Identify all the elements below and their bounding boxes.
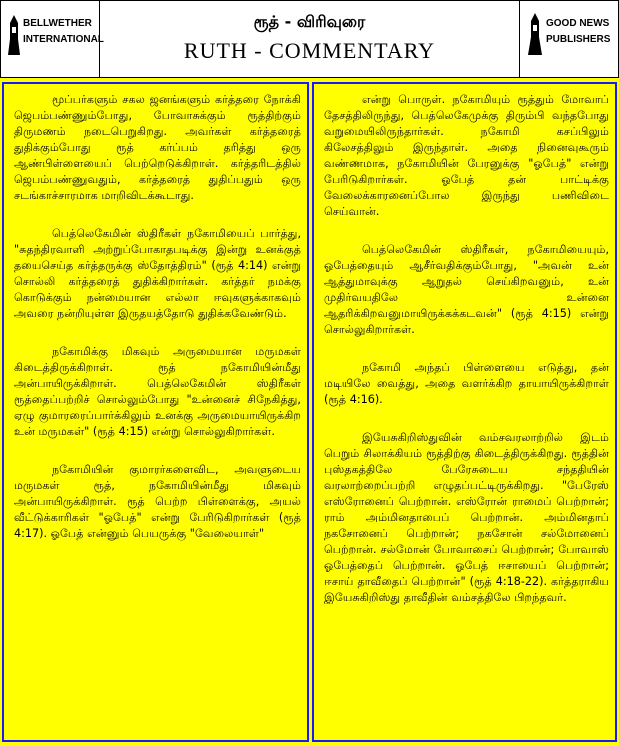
left-paragraph-1: மூப்பர்களும் சகல ஜனங்களும் கர்த்தரை நோக்கி ஜெபம்பண்ணும்போது, போவாசுக்கும் ரூத்திற்கும் திருமணம் நடைபெறுகிறது. அவர்கள் கர்த்தரைத் துதிக்கும்போது ரூத் கர்ப்பம் தரித்து ஒரு ஆண்பிள்ளையைப் பெற்றெடுக்கிறாள். கர்த்தரிடத்தில் ஜெபம்பண்ணுவதும், கர்த்தரைத் துதிப்பதும் ஒரு சடங்காச்சாரமாக மாறிவிடக்கூடாது. xyxy=(14,93,301,202)
left-paragraph-4: நகோமியின் குமாரர்களைவிட, அவளுடைய மருமகள் ரூத், நகோமியின்மீது மிகவும் அன்பாயிருக்கிறாள். ரூத் பெற்ற பிள்ளைக்கு, அயல் வீட்டுக்காரிகள் "ஓபேத்" என்று பேரிடுகிறார்கள் (ரூத் 4:17). ஓபேத் என்னும் பெயருக்கு "வேலையாள்" xyxy=(14,463,301,540)
left-column xyxy=(2,82,309,742)
logo-right-line2: PUBLISHERS xyxy=(546,34,611,45)
right-paragraph-4: இயேசுகிறிஸ்துவின் வம்சவரலாற்றில் இடம் பெறும் சிலாக்கியம் ரூத்திற்கு கிடைத்திருக்கிறது. ரூத்தின் புஸ்தகத்திலே பேரேசுடைய சந்ததியின் வரலாற்றைப்பற்றி எழுதப்பட்டிருக்கிறது. "பேரேஸ் எஸ்ரோனைப் பெற்றான். எஸ்ரோன் ராமைப் பெற்றான்; ராம் அம்மினதாபைப் பெற்றான். அம்மினதாப் நகசோனைப் பெற்றான்; நகசோன் சல்மோனைப் பெற்றான். சல்மோன் போவாசைப் பெற்றான்; போவாஸ் ஓபேத்தைப் பெற்றான். ஓபேத் ஈசாயைப் பெற்றான்; ஈசாய் தாவீதைப் பெற்றான்" (ரூத் 4:18-22). கர்த்தராகிய இயேசுகிறிஸ்து தாவீதின் வம்சத்திலே பிறந்தவர். xyxy=(324,431,609,604)
right-paragraph-3: நகோமி அந்தப் பிள்ளையை எடுத்து, தன் மடியிலே வைத்து, அதை வளர்க்கிற தாயாயிருக்கிறாள் (ரூத் 4:16). xyxy=(324,361,609,406)
page-title-english: RUTH - COMMENTARY xyxy=(183,38,436,63)
good-news-logo xyxy=(519,0,619,78)
page-header xyxy=(0,0,619,78)
page-title-box xyxy=(100,0,519,78)
left-paragraph-3: நகோமிக்கு மிகவும் அருமையான மருமகள் கிடைத்திருக்கிறாள். ரூத் நகோமியின்மீது அன்பாயிருக்கிறாள். பெத்லெகேமின் ஸ்திரீகள் ரூத்தைப்பற்றிச் சொல்லும்போது "உன்னைச் சிநேகித்து, ஏழு குமாரரைப்பார்க்கிலும் உனக்கு அருமையாயிருக்கிற உன் மருமகள்" (ரூத் 4:15) என்று சொல்லுகிறார்கள். xyxy=(14,345,301,438)
good-news-logo-text xyxy=(546,16,610,48)
logo-left-line2: INTERNATIONAL xyxy=(23,34,104,45)
left-paragraph-2: பெத்லெகேமின் ஸ்திரீகள் நகோமியைப் பார்த்து, "சுதந்திரவாளி அற்றுப்போகாதபடிக்கு இன்று உனக்குத் தயைசெய்த கர்த்தருக்கு ஸ்தோத்திரம்" (ரூத் 4:14) என்று சொல்லி கர்த்தரைத் துதிக்கிறார்கள். கர்த்தர் நமக்கு கொடுக்கும் நன்மையான எல்லா ஈவுகளுக்காகவும் அவரை நன்றியுள்ள இருதயத்தோடு துதிக்கவேண்டும். xyxy=(14,227,301,320)
logo-right-line1: GOOD NEWS xyxy=(546,18,610,29)
bell-tower-icon xyxy=(527,13,543,55)
page-title-tamil: ரூத் - விரிவுரை xyxy=(253,12,366,31)
right-paragraph-2: பெத்லெகேமின் ஸ்திரீகள், நகோமியையும், ஓபேத்தையும் ஆசீர்வதிக்கும்போது, "அவன் உன் ஆத்துமாவுக்கு ஆறுதல் செய்கிறவனும், உன் முதிர்வயதிலே உன்னை ஆதரிக்கிறவனுமாயிருக்கக்கடவன்" (ரூத் 4:15) என்று சொல்லுகிறார்கள். xyxy=(324,243,609,336)
bell-tower-icon xyxy=(7,15,21,55)
bellwether-logo-text xyxy=(23,16,104,48)
right-column xyxy=(312,82,617,742)
logo-left-line1: BELLWETHER xyxy=(23,18,92,29)
right-paragraph-1: என்று பொருள். நகோமியும் ரூத்தும் மோவாப் தேசத்திலிருந்து, பெத்லெகேமுக்கு திரும்பி வந்தபோது வறுமையிலிருந்தார்கள். நகோமி கசப்பிலும் கிலேசத்திலும் இருந்தாள். அதை நினைவுகூரும் வண்ணமாக, நகோமியின் பேரனுக்கு "ஓபேத்" என்று பேரிடுகிறார்கள். ஓபேத் தன் பாட்டிக்கு வேலைக்காரனைப்போல இருந்து பணிவிடை செய்வான். xyxy=(324,93,609,218)
bellwether-logo xyxy=(0,0,104,78)
